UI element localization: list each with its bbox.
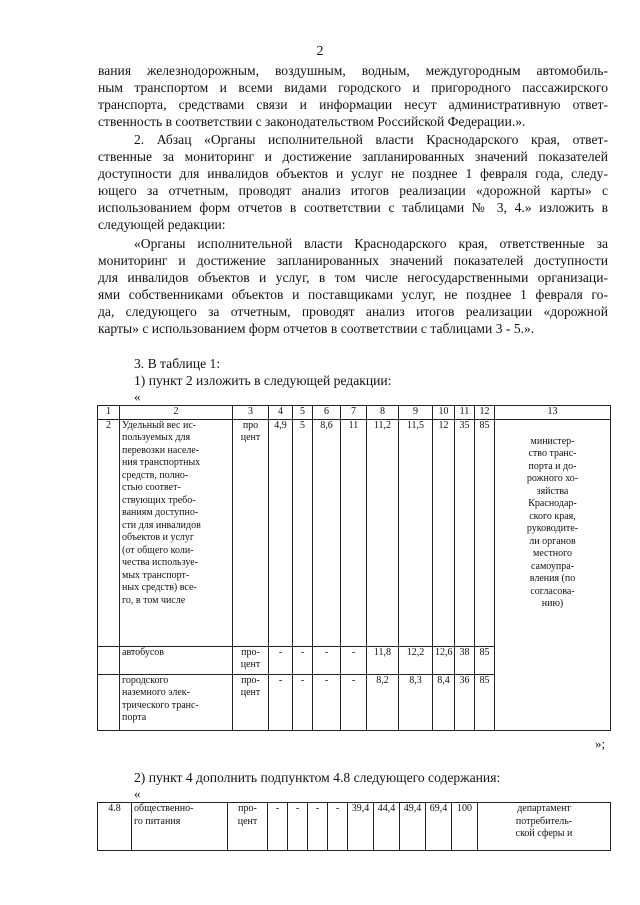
value-cell: - bbox=[341, 674, 367, 730]
indicator-name-cell bbox=[132, 803, 228, 851]
responsible-cell-line: местного bbox=[532, 548, 573, 559]
unit-cell bbox=[233, 646, 269, 674]
value-cell: 12,2 bbox=[399, 646, 433, 674]
value-cell: - bbox=[293, 646, 313, 674]
value-cell: - bbox=[288, 803, 308, 851]
indicator-name-cell-line: наземного элек- bbox=[122, 687, 190, 698]
header-cell: 13 bbox=[495, 406, 611, 420]
indicator-name-cell-line: Удельный вес ис- bbox=[122, 419, 197, 431]
header-cell: 11 bbox=[455, 406, 475, 420]
indicator-name-cell-line: общественно- bbox=[134, 803, 194, 814]
paragraph-line: доступности для инвалидов объектов и услуг не позднее 1 февраля года, следу- bbox=[98, 166, 608, 181]
paragraph-line: вания железнодорожным, воздушным, водным, междугородным автомобиль- bbox=[98, 63, 608, 78]
value-cell: - bbox=[293, 674, 313, 730]
paragraph-line: ющего за отчетным, проводят анализ итогов реализации «дорожной карты» с bbox=[98, 183, 608, 198]
unit-cell-line: про- bbox=[238, 803, 257, 814]
unit-cell-line: про- bbox=[241, 646, 260, 658]
value-cell: 85 bbox=[475, 646, 495, 674]
row-number-cell bbox=[98, 646, 120, 674]
row-number-cell: 2 bbox=[98, 419, 120, 646]
responsible-cell-line: порта и до- bbox=[528, 460, 577, 472]
responsible-cell-line: Краснодар- bbox=[528, 498, 577, 509]
unit-cell bbox=[228, 803, 268, 851]
indicator-name-cell-line: ных средств) все- bbox=[122, 582, 197, 593]
indicator-name-cell-line: средств, полно- bbox=[122, 469, 189, 481]
unit-cell-line: про- bbox=[241, 674, 260, 686]
table-2 bbox=[97, 802, 611, 851]
header-cell: 9 bbox=[399, 406, 433, 420]
indicator-name-cell-line: чества используе- bbox=[122, 557, 198, 568]
paragraph-line: следующей редакции: bbox=[98, 217, 226, 232]
responsible-cell bbox=[495, 419, 611, 730]
paragraph-line: транспорта, средствами связи и информации несут административную ответ- bbox=[98, 97, 608, 112]
row-number-cell: 4.8 bbox=[98, 803, 132, 851]
indicator-name-cell-line: мых транспорт- bbox=[122, 569, 190, 581]
unit-cell bbox=[233, 419, 269, 646]
indicator-name-cell bbox=[120, 419, 233, 646]
value-cell: 8,2 bbox=[367, 674, 399, 730]
table-row bbox=[98, 419, 611, 646]
unit-cell-line: цент bbox=[240, 432, 261, 443]
header-cell: 12 bbox=[475, 406, 495, 420]
responsible-cell-line: потребитель- bbox=[515, 815, 573, 827]
value-cell: 39,4 bbox=[348, 803, 374, 851]
value-cell: - bbox=[313, 646, 341, 674]
paragraph-line: ным транспортом и всеми видами городского и пригородного пассажирского bbox=[98, 80, 608, 95]
value-cell: 8,4 bbox=[433, 674, 455, 730]
paragraph-point2-instruction: 1) пункт 2 изложить в следующей редакции: bbox=[134, 373, 392, 388]
value-cell: 36 bbox=[455, 674, 475, 730]
value-cell: - bbox=[313, 674, 341, 730]
paragraph-1 bbox=[98, 62, 608, 130]
paragraph-table1-intro: 3. В таблице 1: bbox=[134, 356, 221, 371]
paragraph-line: для инвалидов объектов и услуг, в том числе негосударственными организаци- bbox=[98, 270, 608, 285]
table-row bbox=[98, 803, 611, 851]
unit-cell-line: цент bbox=[240, 687, 261, 698]
paragraph-line: использованием форм отчетов в соответствии с таблицами № 3, 4.» изложить в bbox=[98, 200, 608, 215]
paragraph-line: да, следующего за отчетным, проводят анализ итогов реализации «дорожной bbox=[98, 304, 608, 319]
value-cell: 85 bbox=[475, 674, 495, 730]
value-cell: 44,4 bbox=[374, 803, 400, 851]
indicator-name-cell-line: автобусов bbox=[122, 646, 165, 658]
indicator-name-cell-line: порта bbox=[122, 712, 147, 723]
indicator-name-cell-line: ваниям доступно- bbox=[122, 507, 199, 518]
indicator-name-cell-line: (от общего коли- bbox=[122, 544, 194, 556]
header-cell: 1 bbox=[98, 406, 120, 420]
indicator-name-cell-line: городского bbox=[122, 674, 169, 686]
table-1 bbox=[97, 405, 611, 731]
value-cell: 85 bbox=[475, 419, 495, 646]
indicator-name-cell-line: стью соответ- bbox=[122, 482, 181, 493]
value-cell: 38 bbox=[455, 646, 475, 674]
paragraph-2 bbox=[98, 131, 608, 233]
responsible-cell-line: нию) bbox=[541, 598, 564, 609]
responsible-cell-line: самоупра- bbox=[530, 560, 575, 572]
value-cell: 11,5 bbox=[399, 419, 433, 646]
paragraph-line: «Органы исполнительной власти Краснодарского края, ответственные за bbox=[134, 236, 608, 251]
value-cell: 8,3 bbox=[399, 674, 433, 730]
indicator-name-cell-line: ния транспортных bbox=[122, 457, 201, 468]
paragraph-3 bbox=[98, 235, 608, 337]
indicator-name-cell-line: объектов и услуг bbox=[122, 532, 195, 543]
paragraph-point4-instruction: 2) пункт 4 дополнить подпунктом 4.8 следующего содержания: bbox=[134, 770, 501, 785]
indicator-name-cell-line: го питания bbox=[134, 815, 181, 827]
value-cell: 12,6 bbox=[433, 646, 455, 674]
table-header-row bbox=[98, 406, 611, 420]
paragraph-line: 2. Абзац «Органы исполнительной власти Краснодарского края, ответ- bbox=[134, 132, 608, 147]
row-number-cell bbox=[98, 674, 120, 730]
paragraph-line: ями собственниками объектов и поставщиками услуг, не позднее 1 февраля го- bbox=[98, 287, 608, 302]
value-cell: - bbox=[268, 803, 288, 851]
value-cell: 12 bbox=[433, 419, 455, 646]
open-quote-1: « bbox=[134, 389, 141, 404]
header-cell: 8 bbox=[367, 406, 399, 420]
value-cell: 4,9 bbox=[269, 419, 293, 646]
header-cell: 4 bbox=[269, 406, 293, 420]
paragraph-line: ственность в соответствии с законодательством Российской Федерации.». bbox=[98, 114, 526, 129]
indicator-name-cell-line: перевозки населе- bbox=[122, 444, 200, 456]
responsible-cell-line: ской сферы и bbox=[515, 828, 573, 839]
indicator-name-cell-line: ствующих требо- bbox=[122, 494, 196, 506]
value-cell: 8,6 bbox=[313, 419, 341, 646]
value-cell: - bbox=[269, 646, 293, 674]
value-cell: 49,4 bbox=[400, 803, 426, 851]
header-cell: 5 bbox=[293, 406, 313, 420]
indicator-name-cell-line: го, в том числе bbox=[122, 594, 186, 606]
indicator-name-cell-line: сти для инвалидов bbox=[122, 519, 201, 531]
responsible-cell-line: рожного хо- bbox=[526, 473, 579, 484]
unit-cell-line: цент bbox=[240, 659, 261, 670]
unit-cell bbox=[233, 674, 269, 730]
indicator-name-cell-line: пользуемых для bbox=[122, 432, 191, 443]
responsible-cell-line: департамент bbox=[517, 803, 571, 814]
paragraph-line: карты» с использованием форм отчетов в соответствии с таблицами 3 - 5.». bbox=[98, 321, 535, 336]
responsible-cell-line: ство транс- bbox=[528, 448, 577, 459]
header-cell: 6 bbox=[313, 406, 341, 420]
open-quote-2: « bbox=[134, 786, 141, 801]
responsible-cell-line: министер- bbox=[530, 435, 575, 447]
responsible-cell-line: руководите- bbox=[526, 523, 579, 534]
value-cell: - bbox=[328, 803, 348, 851]
indicator-name-cell-line: трического транс- bbox=[122, 699, 199, 711]
responsible-cell-line: ли органов bbox=[529, 535, 576, 547]
responsible-cell-line: ского края, bbox=[529, 510, 576, 522]
value-cell: 11,2 bbox=[367, 419, 399, 646]
indicator-name-cell bbox=[120, 646, 233, 674]
header-cell: 2 bbox=[120, 406, 233, 420]
value-cell: - bbox=[308, 803, 328, 851]
responsible-cell-line: зяйства bbox=[536, 485, 569, 497]
value-cell: 100 bbox=[452, 803, 478, 851]
value-cell: 11 bbox=[341, 419, 367, 646]
indicator-name-cell bbox=[120, 674, 233, 730]
value-cell: 11,8 bbox=[367, 646, 399, 674]
value-cell: - bbox=[269, 674, 293, 730]
unit-cell-line: про bbox=[242, 419, 259, 431]
value-cell: 5 bbox=[293, 419, 313, 646]
responsible-cell-line: вления (по bbox=[529, 573, 576, 584]
value-cell: 69,4 bbox=[426, 803, 452, 851]
unit-cell-line: цент bbox=[237, 815, 258, 827]
close-quote: »; bbox=[595, 736, 606, 751]
header-cell: 7 bbox=[341, 406, 367, 420]
paragraph-line: мониторинг и достижение запланированных значений показателей доступности bbox=[98, 253, 608, 268]
value-cell: 35 bbox=[455, 419, 475, 646]
responsible-cell-line: согласова- bbox=[530, 585, 575, 597]
page-number: 2 bbox=[316, 44, 324, 59]
header-cell: 3 bbox=[233, 406, 269, 420]
header-cell: 10 bbox=[433, 406, 455, 420]
value-cell: - bbox=[341, 646, 367, 674]
responsible-cell bbox=[478, 803, 611, 851]
paragraph-line: ственные за мониторинг и достижение запланированных значений показателей bbox=[98, 149, 608, 164]
